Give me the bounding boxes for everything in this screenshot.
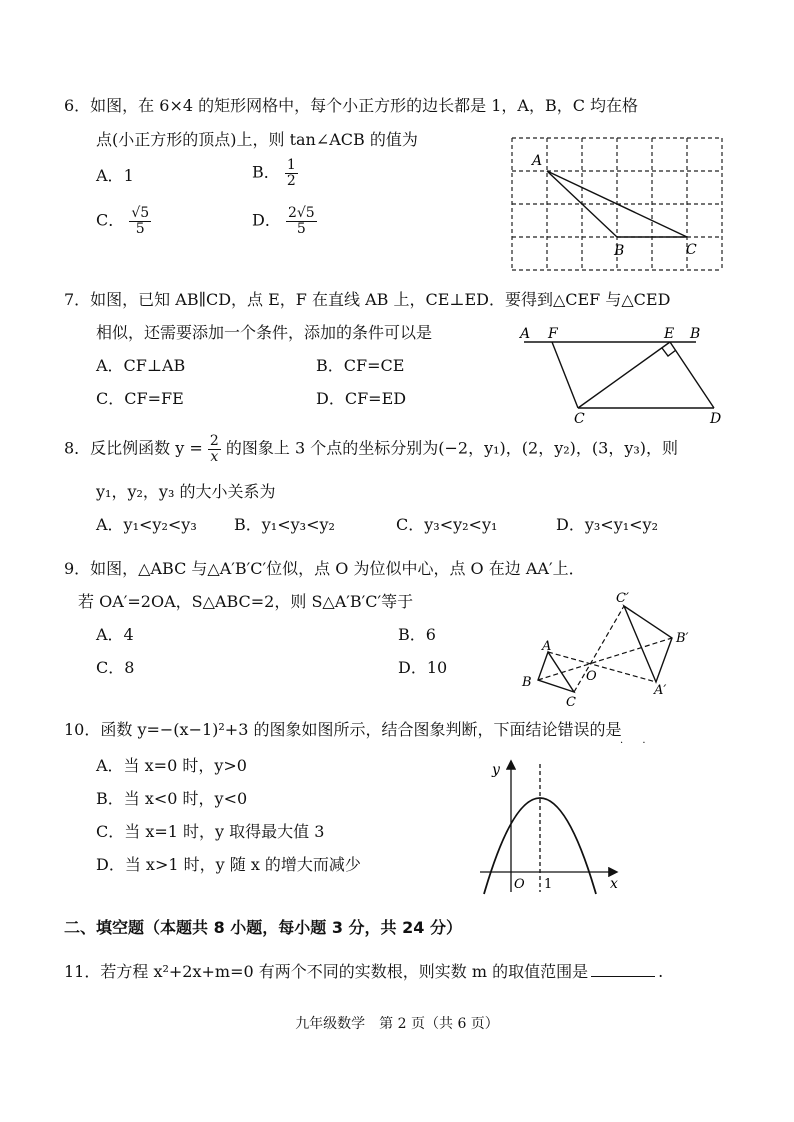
- section2-title: 二、填空题（本题共 8 小题，每小题 3 分，共 24 分）: [64, 918, 462, 937]
- q10-stem: 10．函数 y=−(x−1)²+3 的图象如图所示，结合图象判断，下面结论错误的是: [64, 720, 622, 739]
- q7-line-fc: [552, 342, 578, 408]
- q9-stem-line1: 9．如图，△ABC 与△A′B′C′位似，点 O 为位似中心，点 O 在边 AA′上．: [64, 559, 585, 578]
- q8-option-a: A．y₁<y₂<y₃: [96, 515, 197, 534]
- q9-label-o: O: [586, 669, 597, 684]
- q10-parabola-figure: [476, 756, 626, 896]
- q7-label-e: E: [664, 326, 675, 342]
- q10-label-o: O: [514, 877, 525, 892]
- q10-option-c: C．当 x=1 时，y 取得最大值 3: [96, 822, 325, 841]
- q7-stem-line1: 7．如图，已知 AB∥CD，点 E，F 在直线 AB 上，CE⊥ED．要得到△CEF 与△CED: [64, 290, 671, 309]
- q7-label-b: B: [690, 326, 701, 342]
- q6-option-b: B． $\frac{1}{2}$: [252, 157, 296, 189]
- q6-option-d: D． $\frac{2√5}{5}$: [252, 205, 315, 237]
- q9-label-a: A: [542, 639, 552, 654]
- q7-label-d: D: [710, 411, 722, 427]
- q6-stem-line1: 6．如图，在 6×4 的矩形网格中，每个小正方形的边长都是 1，A，B，C 均在格: [64, 96, 639, 115]
- q7-label-f: F: [548, 326, 558, 342]
- q11-answer-blank[interactable]: [591, 961, 655, 977]
- q8-option-b: B．y₁<y₃<y₂: [234, 515, 335, 534]
- q7-option-c: C．CF=FE: [96, 389, 184, 408]
- q7-label-c: C: [574, 411, 585, 427]
- q6-label-b: B: [614, 243, 625, 259]
- page-footer: 九年级数学 第 2 页（共 6 页）: [295, 1016, 499, 1032]
- q6-label-c: C: [686, 242, 697, 258]
- q9-label-b2: B′: [676, 631, 689, 646]
- q9-label-c2: C′: [616, 591, 629, 606]
- q6-option-a: A．1: [96, 166, 134, 185]
- q7-line-ed: [670, 342, 714, 408]
- q7-option-d: D．CF=ED: [316, 389, 407, 408]
- q8-stem-line2: y₁，y₂，y₃ 的大小关系为: [96, 482, 276, 501]
- q9-option-d: D．10: [398, 658, 448, 677]
- q11-stem: 11．若方程 x²+2x+m=0 有两个不同的实数根，则实数 m 的取值范围是 .: [64, 962, 664, 981]
- q9-label-c: C: [566, 695, 576, 708]
- q7-line-ce: [578, 342, 670, 408]
- q9-stem-line2: 若 OA′=2OA，S△ABC=2，则 S△A′B′C′等于: [78, 592, 414, 611]
- q7-option-b: B．CF=CE: [316, 356, 405, 375]
- q10-label-y: y: [492, 762, 500, 778]
- q8-option-c: C．y₃<y₂<y₁: [396, 515, 498, 534]
- q7-label-a: A: [520, 326, 531, 342]
- q6-stem-line2: 点(小正方形的顶点)上，则 tan∠ACB 的值为: [96, 130, 418, 149]
- q10-option-d: D．当 x>1 时，y 随 x 的增大而减少: [96, 855, 361, 874]
- q7-stem-line2: 相似，还需要添加一个条件，添加的条件可以是: [96, 323, 433, 342]
- q7-option-a: A．CF⊥AB: [96, 356, 186, 375]
- q9-figure: [512, 588, 708, 708]
- q9-label-b: B: [522, 675, 532, 690]
- q10-option-a: A．当 x=0 时，y>0: [96, 756, 247, 775]
- q9-option-a: A．4: [96, 625, 134, 644]
- q9-triangle-abc: [538, 652, 574, 692]
- q8-option-d: D．y₃<y₁<y₂: [556, 515, 659, 534]
- q9-dash-cc2: [574, 606, 624, 692]
- q10-emphasis-dots: · ·: [620, 738, 654, 749]
- q9-label-a2: A′: [654, 683, 667, 698]
- q6-label-a: A: [532, 153, 543, 169]
- q10-option-b: B．当 x<0 时，y<0: [96, 789, 248, 808]
- q6-option-c: C． $\frac{√5}{5}$: [96, 205, 150, 237]
- q10-label-x: x: [610, 876, 618, 892]
- q10-label-one: 1: [544, 877, 553, 892]
- q9-triangle-a2b2c2: [624, 606, 672, 682]
- q9-option-b: B．6: [398, 625, 436, 644]
- q7-figure: [516, 322, 728, 428]
- q7-right-angle-mark: [662, 348, 676, 356]
- q9-option-c: C．8: [96, 658, 135, 677]
- q6-grid-figure: [506, 132, 728, 274]
- q8-stem-line1: 8．反比例函数 y = $\frac{2}{x}$ 的图象上 3 个点的坐标分别为(−2，y₁)，(2，y₂)，(3，y₃)，则: [64, 433, 679, 465]
